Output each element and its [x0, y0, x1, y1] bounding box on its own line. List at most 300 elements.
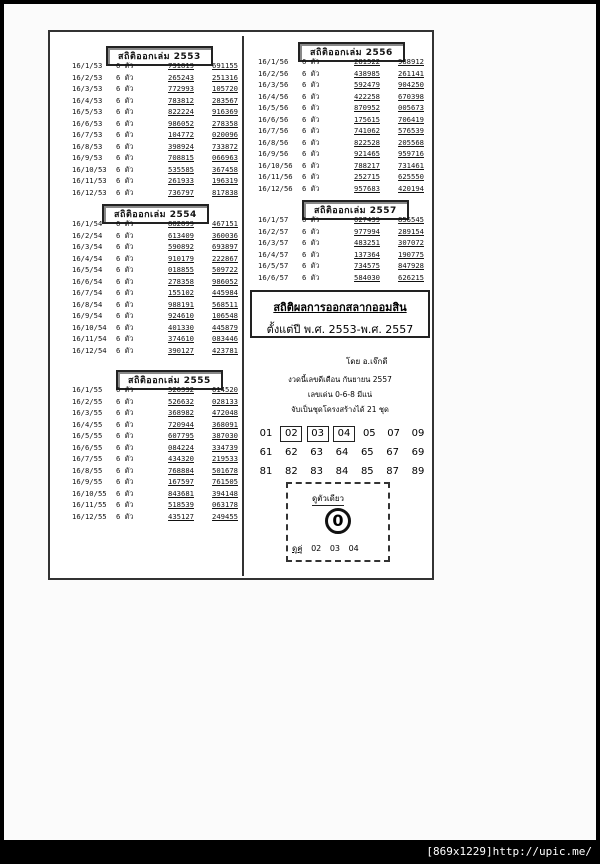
result-row — [72, 95, 238, 107]
draw-type: 6 ตัว — [116, 141, 134, 151]
grid-number: 05 — [362, 428, 376, 439]
draw-type: 6 ตัว — [116, 276, 134, 286]
pair-number: 02 — [311, 544, 322, 553]
draw-date: 16/6/54 — [72, 276, 103, 286]
section-heading: สถิติออกเล่ม 2557 — [302, 200, 409, 220]
draw-date: 16/1/53 — [72, 61, 103, 70]
second-number: 733872 — [212, 141, 238, 151]
first-number: 434320 — [168, 454, 194, 463]
second-number: 423781 — [212, 345, 238, 355]
first-number: 535585 — [168, 164, 194, 174]
second-number: 691155 — [212, 61, 238, 70]
second-number: 219533 — [212, 454, 238, 463]
grid-number: 67 — [386, 447, 399, 458]
info-line-3: จับเป็นชุดโครงสร้างได้ 21 ชุด — [291, 405, 389, 414]
result-row — [258, 114, 424, 126]
lottery-stats-document — [48, 30, 434, 580]
result-row — [72, 488, 238, 500]
draw-date: 16/9/55 — [72, 477, 103, 486]
result-row — [258, 125, 424, 137]
draw-type: 6 ตัว — [116, 334, 134, 343]
first-number: 768884 — [168, 465, 194, 475]
second-number: 028133 — [212, 396, 238, 406]
first-number: 265243 — [168, 72, 194, 82]
draw-date: 16/7/54 — [72, 288, 103, 297]
draw-date: 16/3/57 — [258, 238, 289, 247]
draw-date: 16/1/54 — [72, 219, 103, 228]
draw-type: 6 ตัว — [116, 253, 134, 263]
draw-date: 16/8/56 — [258, 137, 289, 147]
draw-type: 6 ตัว — [302, 160, 320, 170]
second-number: 020096 — [212, 130, 238, 139]
draw-date: 16/6/57 — [258, 272, 289, 282]
draw-type: 6 ตัว — [116, 396, 134, 406]
draw-date: 16/7/55 — [72, 454, 103, 463]
second-number: 445879 — [212, 322, 238, 332]
second-number: 988912 — [398, 57, 424, 66]
draw-date: 16/10/56 — [258, 160, 293, 170]
draw-date: 16/2/56 — [258, 68, 289, 78]
first-number: 261933 — [168, 176, 194, 185]
second-number: 205568 — [398, 137, 424, 147]
result-row — [72, 241, 238, 253]
draw-date: 16/9/56 — [258, 149, 289, 158]
result-row — [72, 264, 238, 276]
result-row — [72, 187, 238, 199]
draw-date: 16/8/54 — [72, 299, 103, 309]
first-number: 843681 — [168, 488, 194, 498]
draw-date: 16/12/54 — [72, 345, 107, 355]
draw-date: 16/4/56 — [258, 91, 289, 101]
first-number: 438985 — [354, 68, 380, 78]
second-number: 106548 — [212, 311, 238, 320]
first-number: 175615 — [354, 114, 380, 124]
draw-type: 6 ตัว — [302, 68, 320, 78]
second-number: 576539 — [398, 126, 424, 135]
second-number: 387030 — [212, 431, 238, 440]
draw-type: 6 ตัว — [302, 261, 320, 270]
grid-number: 02 — [280, 426, 302, 442]
second-number: 856545 — [398, 215, 424, 224]
draw-date: 16/4/55 — [72, 419, 103, 429]
draw-type: 6 ตัว — [116, 130, 134, 139]
pair-label: ดูคู่ — [292, 544, 303, 553]
grid-number: 04 — [333, 426, 355, 442]
draw-type: 6 ตัว — [116, 322, 134, 332]
first-number: 368982 — [168, 408, 194, 417]
result-row — [72, 72, 238, 84]
result-row — [258, 214, 424, 226]
second-number: 251316 — [212, 72, 238, 82]
draw-date: 16/2/53 — [72, 72, 103, 82]
first-number: 374610 — [168, 334, 194, 343]
first-number: 986052 — [168, 118, 194, 128]
second-number: 625550 — [398, 172, 424, 181]
grid-number: 01 — [259, 428, 273, 439]
result-row — [72, 141, 238, 153]
draw-date: 16/3/56 — [258, 80, 289, 89]
result-row — [258, 79, 424, 91]
draw-date: 16/7/56 — [258, 126, 289, 135]
first-number: 734575 — [354, 261, 380, 270]
second-number: 307072 — [398, 238, 424, 247]
result-row — [258, 249, 424, 261]
draw-date: 16/11/56 — [258, 172, 293, 181]
first-number: 772993 — [168, 84, 194, 93]
first-number: 882899 — [168, 219, 194, 228]
result-row — [72, 511, 238, 523]
second-number: 501678 — [212, 465, 238, 475]
second-number: 420194 — [398, 183, 424, 193]
result-row — [72, 106, 238, 118]
result-row — [72, 476, 238, 488]
draw-date: 16/10/55 — [72, 488, 107, 498]
draw-date: 16/1/57 — [258, 215, 289, 224]
draw-type: 6 ตัว — [116, 385, 134, 394]
result-row — [258, 148, 424, 160]
featured-digit-box — [286, 482, 390, 562]
title-line-2: ตั้งแต่ปี พ.ศ. 2553-พ.ศ. 2557 — [266, 323, 414, 336]
section-heading: สถิติออกเล่ม 2553 — [106, 46, 213, 66]
result-row — [72, 164, 238, 176]
result-row — [72, 384, 238, 396]
second-number: 368091 — [212, 419, 238, 429]
result-row — [72, 118, 238, 130]
first-number: 252715 — [354, 172, 380, 181]
draw-type: 6 ตัว — [116, 345, 134, 355]
second-number: 467151 — [212, 219, 238, 228]
draw-type: 6 ตัว — [302, 126, 320, 135]
section-heading: สถิติออกเล่ม 2554 — [102, 204, 209, 224]
second-number: 394148 — [212, 488, 238, 498]
first-number: 398924 — [168, 141, 194, 151]
result-row — [258, 160, 424, 172]
grid-number: 84 — [335, 466, 349, 477]
grid-number: 64 — [335, 447, 349, 458]
second-number: 283567 — [212, 95, 238, 105]
section-2554 — [72, 202, 238, 356]
draw-date: 16/10/54 — [72, 322, 107, 332]
prediction-info — [250, 372, 430, 417]
draw-date: 16/12/53 — [72, 187, 107, 197]
result-row — [72, 60, 238, 72]
draw-type: 6 ตัว — [302, 103, 320, 112]
first-number: 281522 — [354, 57, 380, 66]
draw-type: 6 ตัว — [302, 215, 320, 224]
result-row — [258, 102, 424, 114]
second-number: 278358 — [212, 118, 238, 128]
draw-type: 6 ตัว — [116, 230, 134, 240]
second-number: 261141 — [398, 68, 424, 78]
result-row — [72, 499, 238, 511]
author-credit: โดย อ.เจ๊กดี — [346, 357, 388, 366]
section-2553 — [72, 44, 238, 198]
draw-date: 16/3/55 — [72, 408, 103, 417]
draw-date: 16/5/53 — [72, 107, 103, 116]
draw-date: 16/4/54 — [72, 253, 103, 263]
grid-row — [256, 425, 428, 444]
scanned-page — [4, 4, 596, 840]
first-number: 018855 — [168, 265, 194, 274]
second-number: 916369 — [212, 107, 238, 116]
result-row — [72, 83, 238, 95]
draw-type: 6 ตัว — [116, 311, 134, 320]
result-row — [258, 91, 424, 103]
first-number: 278358 — [168, 276, 194, 286]
first-number: 422258 — [354, 91, 380, 101]
draw-date: 16/2/55 — [72, 396, 103, 406]
result-row — [72, 253, 238, 265]
grid-number: 89 — [411, 466, 425, 477]
result-row — [258, 56, 424, 68]
draw-date: 16/6/56 — [258, 114, 289, 124]
draw-type: 6 ตัว — [116, 164, 134, 174]
first-number: 988191 — [168, 299, 194, 309]
result-row — [72, 218, 238, 230]
first-number: 822224 — [168, 107, 194, 116]
draw-date: 16/1/56 — [258, 57, 289, 66]
first-number: 921465 — [354, 149, 380, 158]
first-number: 741062 — [354, 126, 380, 135]
second-number: 360036 — [212, 230, 238, 240]
draw-type: 6 ตัว — [302, 172, 320, 181]
draw-date: 16/8/53 — [72, 141, 103, 151]
result-row — [258, 183, 424, 195]
draw-type: 6 ตัว — [116, 465, 134, 475]
draw-type: 6 ตัว — [302, 272, 320, 282]
draw-type: 6 ตัว — [116, 176, 134, 185]
draw-type: 6 ตัว — [116, 153, 134, 162]
first-number: 584030 — [354, 272, 380, 282]
result-row — [72, 333, 238, 345]
first-number: 731819 — [168, 61, 194, 70]
grid-row — [256, 444, 428, 463]
draw-type: 6 ตัว — [116, 84, 134, 93]
draw-type: 6 ตัว — [116, 242, 134, 251]
second-number: 066963 — [212, 153, 238, 162]
result-row — [72, 322, 238, 334]
second-number: 959716 — [398, 149, 424, 158]
draw-type: 6 ตัว — [116, 61, 134, 70]
second-number: 190775 — [398, 249, 424, 259]
draw-type: 6 ตัว — [302, 91, 320, 101]
first-number: 027439 — [354, 215, 380, 224]
second-number: 693897 — [212, 242, 238, 251]
result-row — [72, 453, 238, 465]
draw-date: 16/1/55 — [72, 385, 103, 394]
section-2556 — [258, 40, 424, 194]
draw-date: 16/2/54 — [72, 230, 103, 240]
second-number: 289154 — [398, 226, 424, 236]
draw-type: 6 ตัว — [302, 183, 320, 193]
draw-type: 6 ตัว — [302, 149, 320, 158]
draw-type: 6 ตัว — [302, 226, 320, 236]
first-number: 720944 — [168, 419, 194, 429]
first-number: 592479 — [354, 80, 380, 89]
grid-number: 61 — [259, 447, 273, 458]
result-row — [72, 396, 238, 408]
first-number: 924610 — [168, 311, 194, 320]
result-row — [72, 230, 238, 242]
first-number: 518539 — [168, 500, 194, 509]
draw-date: 16/6/53 — [72, 118, 103, 128]
section-heading: สถิติออกเล่ม 2556 — [298, 42, 405, 62]
second-number: 817838 — [212, 187, 238, 197]
draw-type: 6 ตัว — [302, 114, 320, 124]
draw-date: 16/12/55 — [72, 511, 107, 521]
featured-label: ดูตัวเดียว — [312, 492, 344, 506]
first-number: 526332 — [168, 385, 194, 394]
result-row — [258, 260, 424, 272]
second-number: 509722 — [212, 265, 238, 274]
first-number: 910179 — [168, 253, 194, 263]
info-line-2: เลขเด่น 0-6-8 มีแน่ — [307, 390, 373, 399]
second-number: 472048 — [212, 408, 238, 417]
image-host-footer — [0, 842, 600, 864]
result-row — [72, 310, 238, 322]
draw-type: 6 ตัว — [302, 137, 320, 147]
result-row — [72, 465, 238, 477]
second-number: 005673 — [398, 103, 424, 112]
draw-type: 6 ตัว — [116, 511, 134, 521]
draw-date: 16/11/54 — [72, 334, 107, 343]
draw-type: 6 ตัว — [116, 299, 134, 309]
first-number: 822528 — [354, 137, 380, 147]
grid-number: 83 — [310, 466, 324, 477]
second-number: 904250 — [398, 80, 424, 89]
second-number: 761505 — [212, 477, 238, 486]
second-number: 626215 — [398, 272, 424, 282]
first-number: 977994 — [354, 226, 380, 236]
second-number: 706419 — [398, 114, 424, 124]
grid-number: 62 — [284, 447, 298, 458]
second-number: 367458 — [212, 164, 238, 174]
first-number: 483251 — [354, 238, 380, 247]
pair-list — [292, 542, 365, 555]
draw-type: 6 ตัว — [116, 288, 134, 297]
title-line-1: สถิติผลการออกสลากออมสิน — [273, 301, 407, 314]
grid-number: 82 — [284, 466, 298, 477]
draw-date: 16/5/54 — [72, 265, 103, 274]
result-row — [72, 430, 238, 442]
second-number: 670398 — [398, 91, 424, 101]
draw-type: 6 ตัว — [116, 187, 134, 197]
draw-type: 6 ตัว — [302, 249, 320, 259]
grid-row — [256, 463, 428, 482]
pair-number: 04 — [348, 544, 359, 553]
grid-number: 87 — [386, 466, 399, 477]
grid-number: 09 — [411, 428, 425, 439]
draw-type: 6 ตัว — [116, 107, 134, 116]
draw-date: 16/12/56 — [258, 183, 293, 193]
draw-type: 6 ตัว — [302, 80, 320, 89]
draw-date: 16/11/53 — [72, 176, 107, 185]
draw-date: 16/7/53 — [72, 130, 103, 139]
grid-number: 63 — [310, 447, 324, 458]
draw-date: 16/4/57 — [258, 249, 289, 259]
draw-date: 16/3/53 — [72, 84, 103, 93]
second-number: 614520 — [212, 385, 238, 394]
first-number: 788217 — [354, 160, 380, 170]
first-number: 104772 — [168, 130, 194, 139]
result-row — [72, 442, 238, 454]
second-number: 847928 — [398, 261, 424, 270]
first-number: 870952 — [354, 103, 380, 112]
section-2557 — [258, 198, 424, 283]
second-number: 445984 — [212, 288, 238, 297]
result-row — [258, 237, 424, 249]
draw-date: 16/8/55 — [72, 465, 103, 475]
draw-date: 16/9/54 — [72, 311, 103, 320]
grid-number: 03 — [307, 426, 329, 442]
first-number: 155102 — [168, 288, 194, 297]
second-number: 063178 — [212, 500, 238, 509]
grid-number: 69 — [411, 447, 425, 458]
draw-date: 16/10/53 — [72, 164, 107, 174]
first-number: 526632 — [168, 396, 194, 406]
first-number: 607795 — [168, 431, 194, 440]
grid-number: 81 — [259, 466, 273, 477]
result-row — [258, 68, 424, 80]
first-number: 708815 — [168, 153, 194, 162]
first-number: 590892 — [168, 242, 194, 251]
result-row — [258, 137, 424, 149]
draw-date: 16/6/55 — [72, 442, 103, 452]
result-row — [72, 419, 238, 431]
column-divider — [242, 36, 244, 576]
first-number: 613409 — [168, 230, 194, 240]
draw-type: 6 ตัว — [116, 72, 134, 82]
featured-digit: 0 — [325, 508, 351, 534]
pair-number: 03 — [329, 544, 341, 553]
result-row — [258, 272, 424, 284]
result-row — [258, 171, 424, 183]
first-number: 783812 — [168, 95, 194, 105]
draw-type: 6 ตัว — [116, 431, 134, 440]
grid-number: 85 — [360, 466, 374, 477]
first-number: 957683 — [354, 183, 380, 193]
draw-type: 6 ตัว — [116, 488, 134, 498]
result-row — [72, 152, 238, 164]
draw-type: 6 ตัว — [116, 419, 134, 429]
first-number: 401330 — [168, 322, 194, 332]
draw-type: 6 ตัว — [116, 408, 134, 417]
result-row — [258, 226, 424, 238]
result-row — [72, 287, 238, 299]
draw-date: 16/11/55 — [72, 500, 107, 509]
draw-date: 16/3/54 — [72, 242, 103, 251]
second-number: 568511 — [212, 299, 238, 309]
draw-type: 6 ตัว — [116, 500, 134, 509]
first-number: 084224 — [168, 442, 194, 452]
second-number: 083446 — [212, 334, 238, 343]
grid-number: 65 — [360, 447, 374, 458]
result-row — [72, 299, 238, 311]
draw-date: 16/4/53 — [72, 95, 103, 105]
second-number: 196319 — [212, 176, 238, 185]
draw-date: 16/5/56 — [258, 103, 289, 112]
draw-type: 6 ตัว — [116, 219, 134, 228]
result-row — [72, 175, 238, 187]
draw-date: 16/9/53 — [72, 153, 103, 162]
grid-number: 07 — [387, 428, 400, 439]
second-number: 249455 — [212, 511, 238, 521]
second-number: 334739 — [212, 442, 238, 452]
result-row — [72, 129, 238, 141]
number-grid — [256, 425, 428, 482]
first-number: 435127 — [168, 511, 194, 521]
first-number: 736797 — [168, 187, 194, 197]
